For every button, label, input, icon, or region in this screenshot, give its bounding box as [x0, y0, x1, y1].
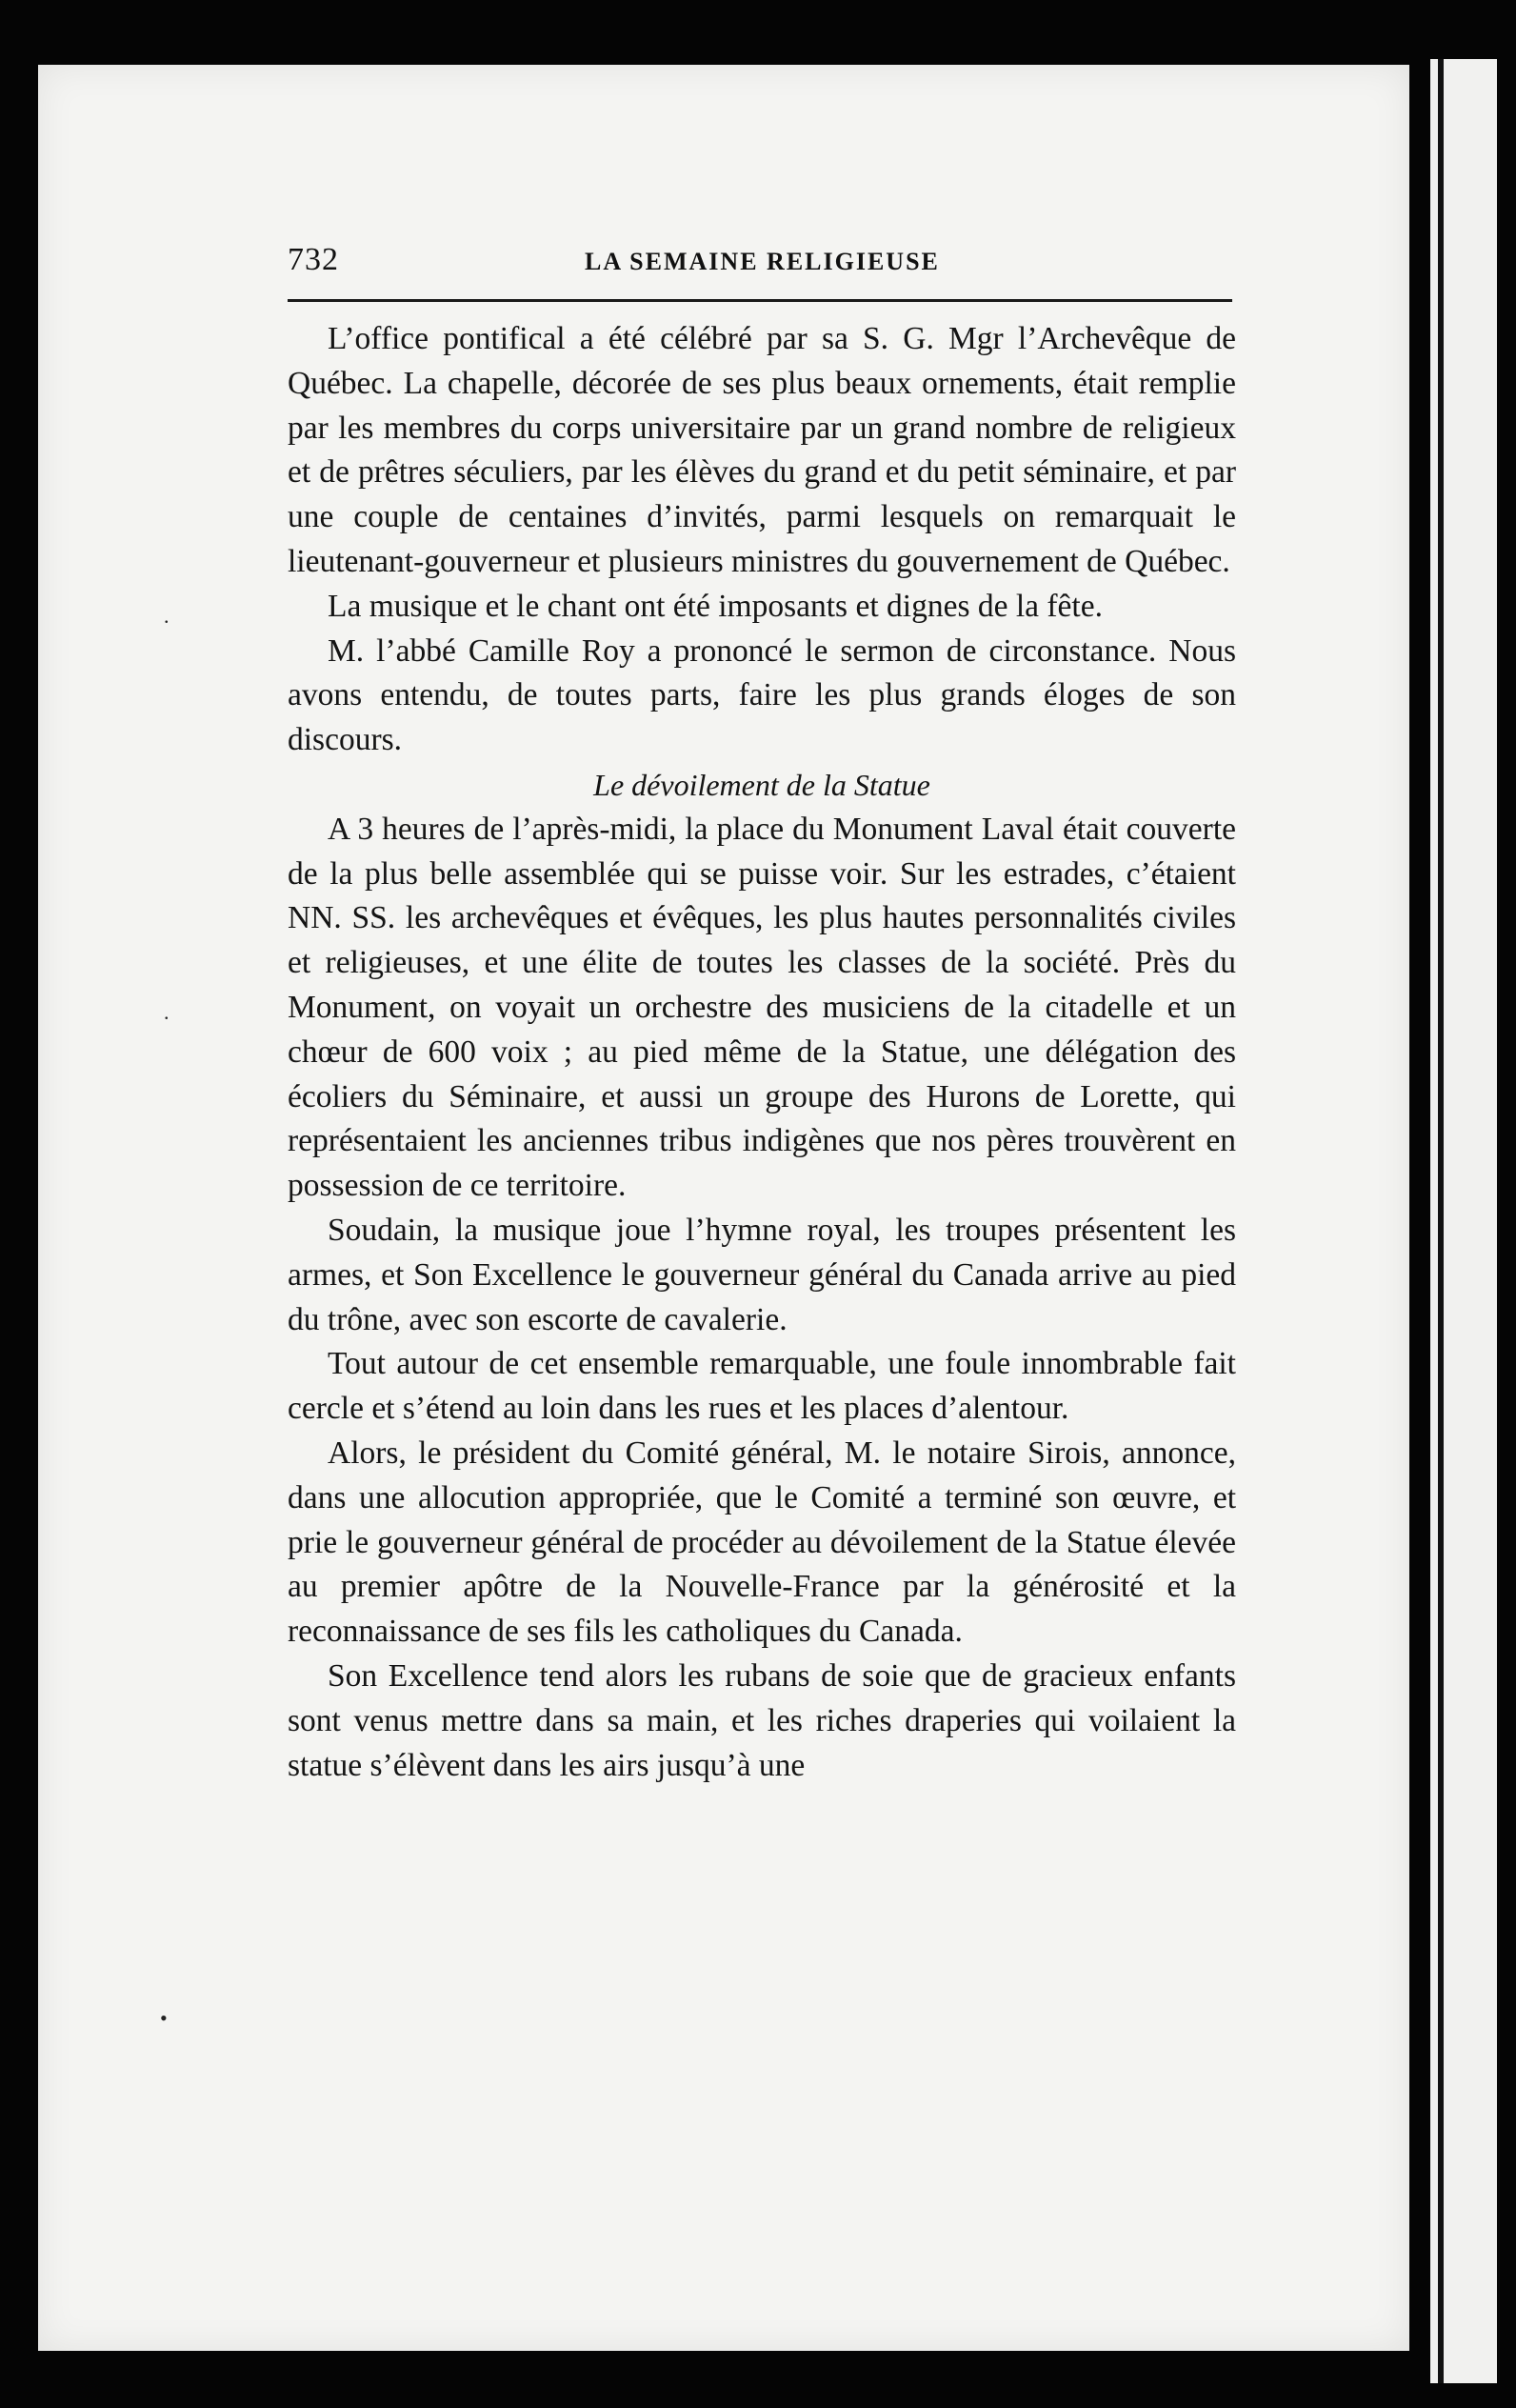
paragraph-hymne: Soudain, la musique joue l’hymne royal, les troupes présentent les armes, et Son Excellence le gouverneur général du Canada arrive au pied du trône, avec son escorte de cavalerie.	[288, 1212, 1236, 1337]
scan-speck: .	[164, 1000, 170, 1024]
paragraph-musique: La musique et le chant ont été imposants et dignes de la fête.	[328, 588, 1103, 624]
paragraph-foule: Tout autour de cet ensemble remarquable, une foule innombrable fait cercle et s’étend au loin dans les rues et les places d’alentour.	[288, 1346, 1236, 1427]
page-gutter-shadow	[1438, 59, 1444, 2383]
paragraph-sermon: M. l’abbé Camille Roy a prononcé le sermon de circonstance. Nous avons entendu, de toutes parts, faire les plus grands éloges de son discours.	[288, 632, 1236, 758]
page-number: 732	[288, 242, 339, 277]
section-heading: Le dévoilement de la Statue	[593, 767, 930, 802]
header-rule	[288, 299, 1232, 302]
running-title: LA SEMAINE RELIGIEUSE	[585, 248, 940, 275]
page-header	[288, 242, 1232, 288]
scan-speck: •	[160, 2006, 168, 2030]
paragraph-assemblee: A 3 heures de l’après-midi, la place du Monument Laval était couverte de la plus belle assemblée qui se puisse voir. Sur les estrades, c’étaient NN. SS. les archevêques et évêques, les plus hautes personnalités civiles et religieuses, et une élite de toutes les classes de la société. Près du Monument, on voyait un orchestre des musiciens de la citadelle et un chœur de 600 voix ; au pied même de la Statue, une délégation des écoliers du Séminaire, et aussi un groupe des Hurons de Lorette, qui représentaient les anciennes tribus indigènes que nos pères trouvèrent en possession de ce territoire.	[288, 811, 1236, 1204]
scan-speck: .	[164, 604, 170, 628]
paragraph-president: Alors, le président du Comité général, M. le notaire Sirois, annonce, dans une allocution appropriée, que le Comité a terminé son œuvre, et prie le gouverneur général de procéder au dévoilement de la Statue élevée au premier apôtre de la Nouvelle-France par la générosité et la reconnaissance de ses fils les catholiques du Canada.	[288, 1435, 1236, 1650]
paragraph-office: L’office pontifical a été célébré par sa S. G. Mgr l’Archevêque de Québec. La chapelle, décorée de ses plus beaux ornements, était remplie par les membres du corps universitaire par un grand nombre de religieux et de prêtres séculiers, par les élèves du grand et du petit séminaire, et par une couple de centaines d’invités, parmi lesquels on remarquait le lieutenant-gouverneur et plusieurs ministres du gouvernement de Québec.	[288, 321, 1236, 579]
paragraph-excellence: Son Excellence tend alors les rubans de soie que de gracieux enfants sont venus mettre dans sa main, et les riches draperies qui voilaient la statue s’élèvent dans les airs jusqu’à une	[288, 1657, 1236, 1783]
body-text	[288, 317, 1236, 1788]
